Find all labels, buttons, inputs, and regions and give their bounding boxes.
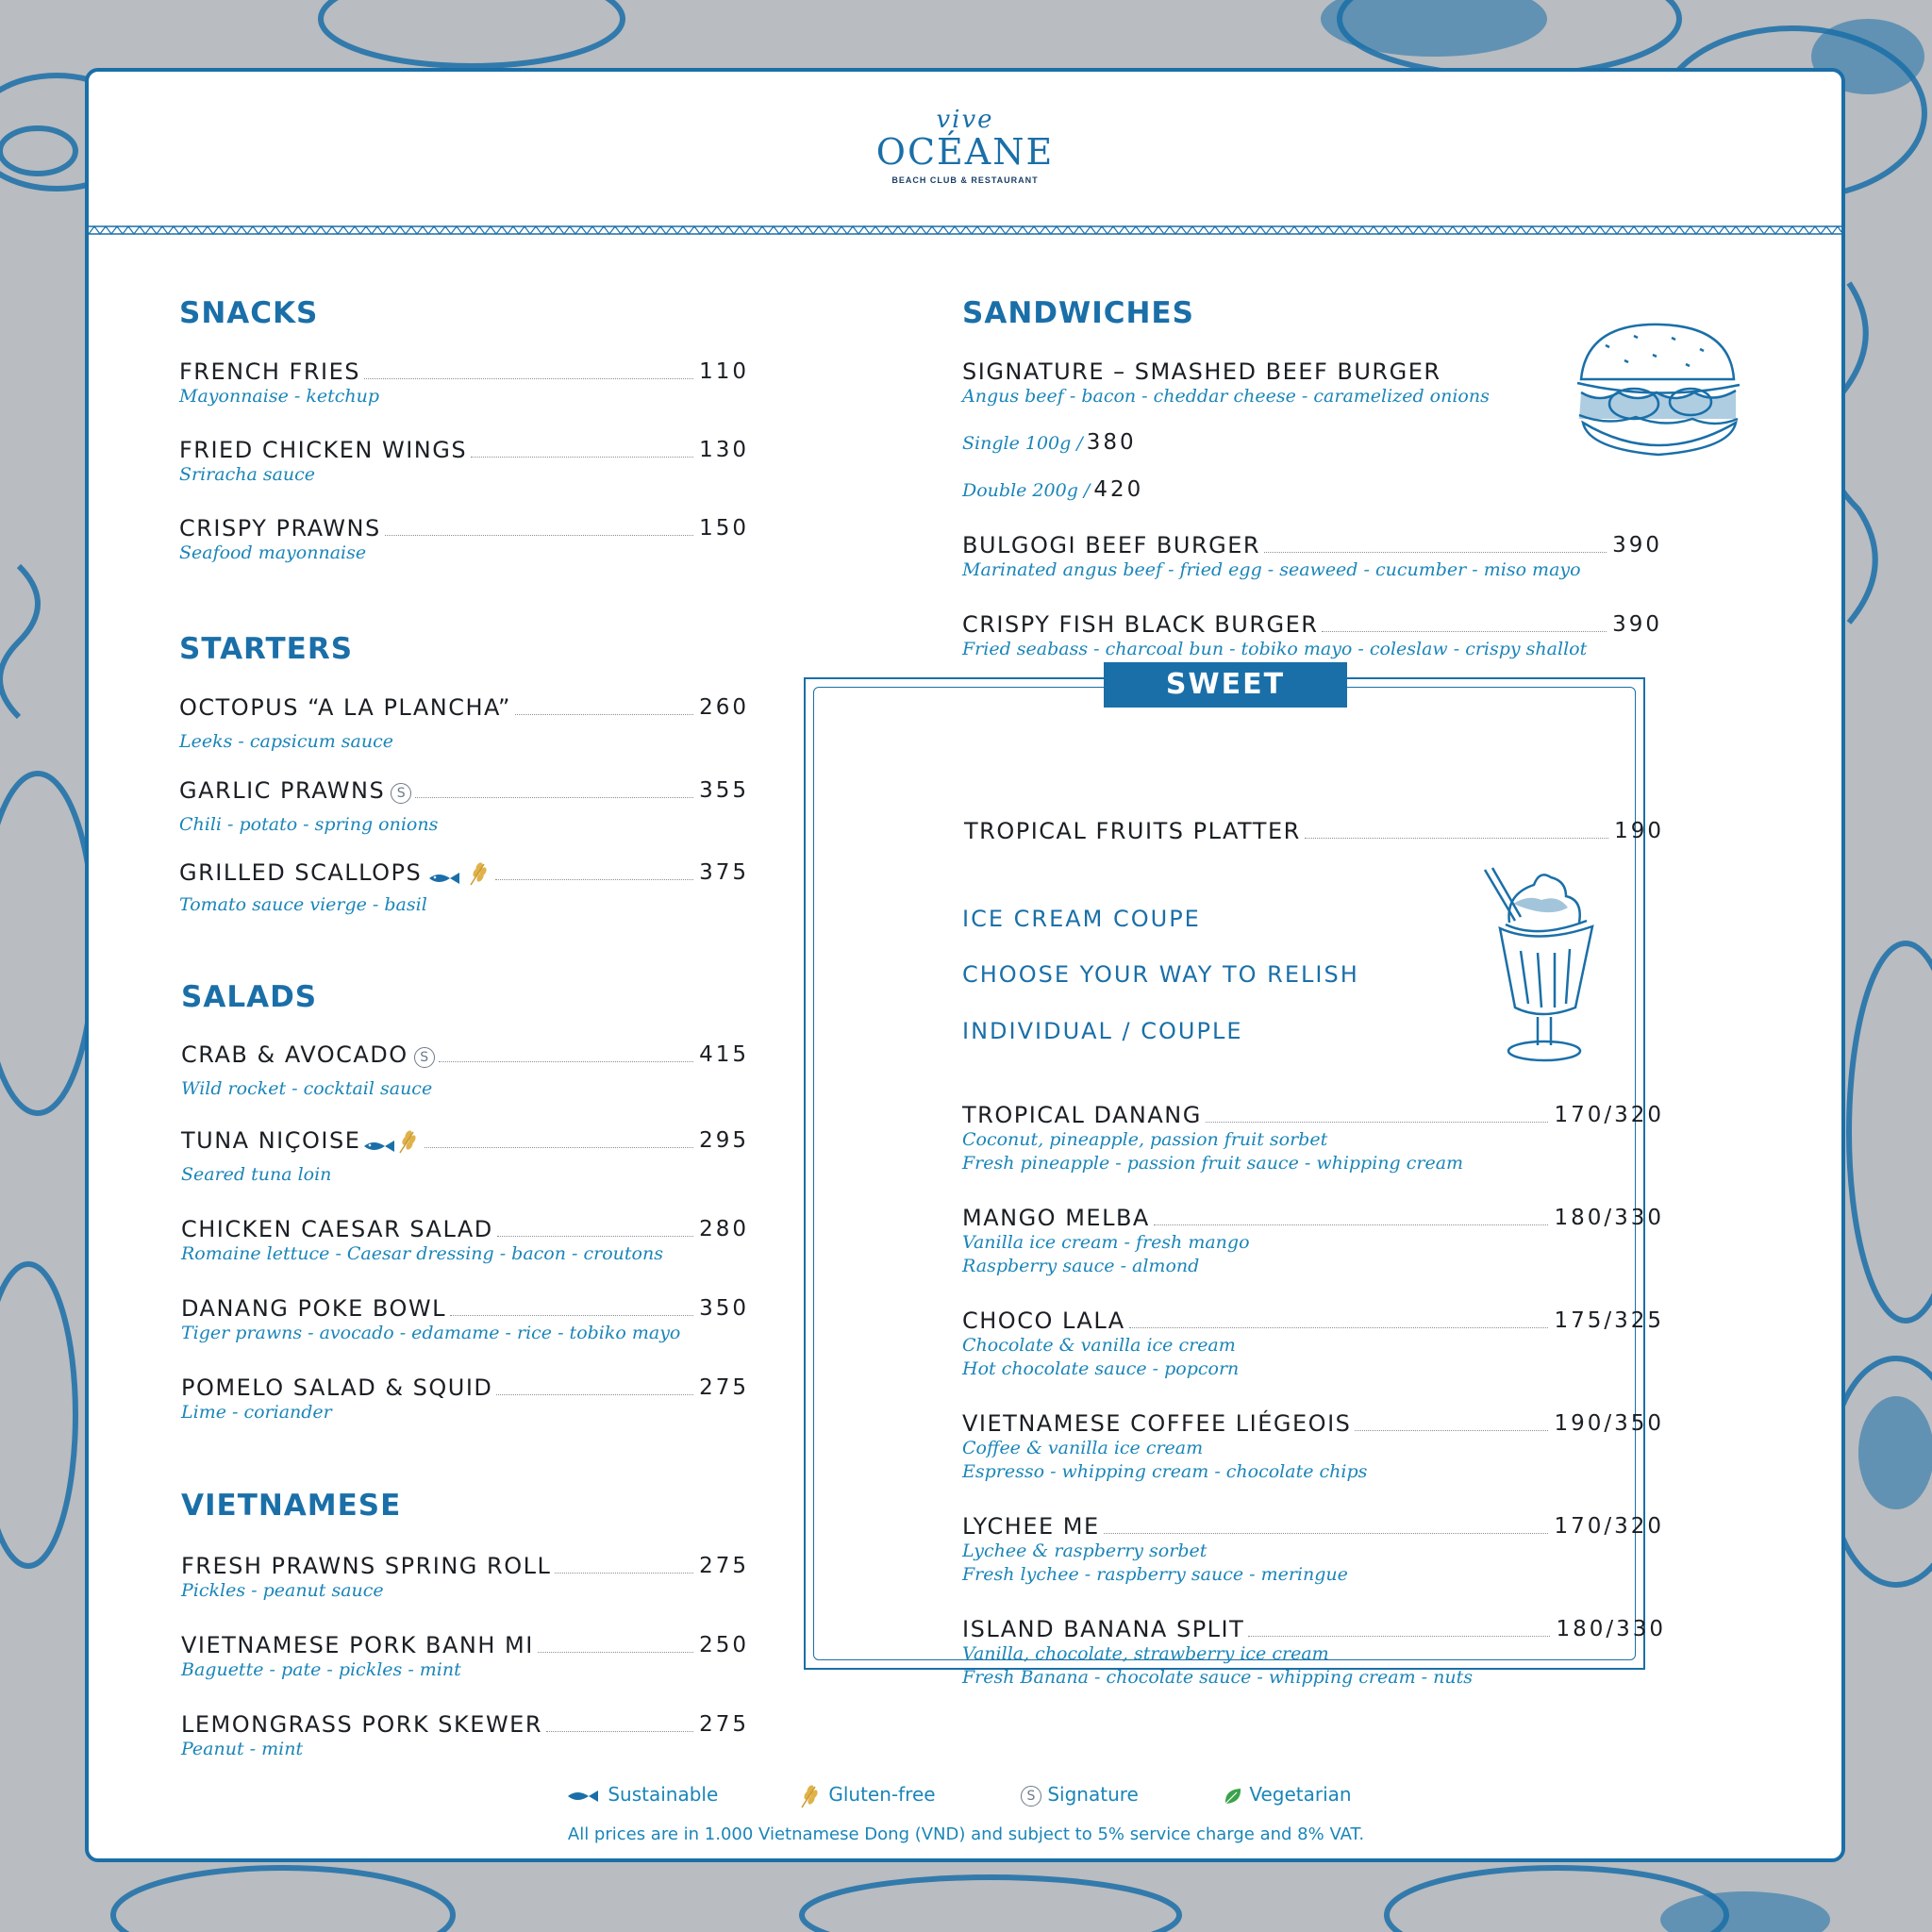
leader-dots xyxy=(555,1572,693,1574)
item-name: FRESH PRAWNS SPRING ROLL xyxy=(181,1553,552,1579)
leaf-icon xyxy=(1223,1786,1243,1807)
burger-illustration xyxy=(1568,317,1747,468)
menu-item-tropical-fruits-platter xyxy=(964,818,1664,844)
brand-name: OCÉANE xyxy=(875,131,1055,173)
menu-item-french-fries xyxy=(179,358,749,408)
leader-dots xyxy=(1129,1326,1549,1328)
signature-badge-icon: S xyxy=(1021,1786,1041,1807)
item-name: MANGO MELBA xyxy=(962,1205,1150,1231)
item-name: CRAB & AVOCADO xyxy=(181,1041,408,1068)
item-price: 110 xyxy=(699,359,749,384)
item-name: ISLAND BANANA SPLIT xyxy=(962,1616,1245,1642)
option-label: Double 200g / xyxy=(962,480,1091,501)
legend-signature xyxy=(1021,1783,1139,1807)
legend-label: Signature xyxy=(1047,1783,1139,1806)
item-name: TROPICAL FRUITS PLATTER xyxy=(964,818,1301,844)
wheat-icon xyxy=(798,1784,823,1808)
menu-item-lemongrass-pork-skewer xyxy=(181,1711,749,1761)
coupe-size-note: INDIVIDUAL / COUPLE xyxy=(962,1018,1243,1044)
header-divider xyxy=(89,225,1841,236)
item-price: 390 xyxy=(1612,612,1662,637)
item-price: 190 xyxy=(1614,819,1664,843)
item-name: POMELO SALAD & SQUID xyxy=(181,1374,493,1401)
fish-icon xyxy=(362,1139,396,1154)
menu-item-signature-burger xyxy=(962,358,1547,408)
signature-badge-icon: S xyxy=(414,1047,435,1068)
leader-dots xyxy=(1264,551,1607,553)
legend-label: Vegetarian xyxy=(1249,1783,1352,1806)
menu-item-crispy-fish-black-burger xyxy=(962,611,1662,661)
item-name: CHOCO LALA xyxy=(962,1307,1125,1334)
item-name: VIETNAMESE PORK BANH MI xyxy=(181,1632,534,1658)
item-name: TROPICAL DANANG xyxy=(962,1102,1202,1128)
menu-item-garlic-prawns xyxy=(179,777,749,837)
item-description: Coffee & vanilla ice cream xyxy=(962,1438,1204,1458)
menu-item-crispy-prawns xyxy=(179,515,749,565)
menu-item-lychee-me xyxy=(962,1513,1664,1587)
leader-dots xyxy=(515,713,693,715)
item-description: Seafood mayonnaise xyxy=(179,542,367,563)
item-description: Coconut, pineapple, passion fruit sorbet xyxy=(962,1129,1328,1150)
item-description: Pickles - peanut sauce xyxy=(181,1580,384,1601)
legend-label: Sustainable xyxy=(608,1783,719,1806)
item-name: VIETNAMESE COFFEE LIÉGEOIS xyxy=(962,1410,1352,1437)
menu-header xyxy=(89,72,1841,228)
item-description: Baguette - pate - pickles - mint xyxy=(181,1659,461,1680)
coupe-subheading: CHOOSE YOUR WAY TO RELISH xyxy=(962,961,1359,988)
item-description: Angus beef - bacon - cheddar cheese - caramelized onions xyxy=(962,386,1490,407)
item-name: GRILLED SCALLOPS xyxy=(179,859,423,886)
option-label: Single 100g / xyxy=(962,433,1083,454)
burger-double-option xyxy=(962,477,1143,502)
leader-dots xyxy=(450,1314,693,1316)
item-description: Fresh lychee - raspberry sauce - meringue xyxy=(962,1564,1348,1585)
item-description: Chili - potato - spring onions xyxy=(179,814,439,835)
item-price: 150 xyxy=(699,516,749,541)
item-price: 180/330 xyxy=(1556,1617,1666,1641)
item-description: Espresso - whipping cream - chocolate chips xyxy=(962,1461,1368,1482)
section-title-starters: STARTERS xyxy=(179,632,354,666)
item-name: CRISPY FISH BLACK BURGER xyxy=(962,611,1319,638)
item-description: Wild rocket - cocktail sauce xyxy=(181,1078,433,1099)
item-price: 175/325 xyxy=(1554,1308,1664,1333)
item-description: Tomato sauce vierge - basil xyxy=(179,894,427,915)
menu-item-bulgogi-beef-burger xyxy=(962,532,1662,582)
menu-item-fresh-prawns-spring-roll xyxy=(181,1553,749,1603)
section-title-snacks: SNACKS xyxy=(179,296,319,330)
section-title-vietnamese: VIETNAMESE xyxy=(181,1489,402,1523)
signature-badge-icon: S xyxy=(391,783,411,804)
leader-dots xyxy=(1305,837,1608,839)
item-name: TUNA NIÇOISE xyxy=(181,1127,361,1154)
wheat-icon xyxy=(467,861,491,886)
item-price: 295 xyxy=(699,1128,749,1153)
leader-dots xyxy=(1104,1532,1549,1534)
section-title-sandwiches: SANDWICHES xyxy=(962,296,1194,330)
leader-dots xyxy=(385,534,693,536)
leader-dots xyxy=(1206,1121,1549,1123)
item-description: Hot chocolate sauce - popcorn xyxy=(962,1358,1240,1379)
leader-dots xyxy=(496,1393,693,1395)
menu-item-fried-chicken-wings xyxy=(179,437,749,487)
item-name: OCTOPUS “A LA PLANCHA” xyxy=(179,694,511,721)
item-name: SIGNATURE – SMASHED BEEF BURGER xyxy=(962,358,1441,385)
burger-single-option xyxy=(962,430,1137,455)
item-name: LYCHEE ME xyxy=(962,1513,1100,1540)
menu-item-danang-poke-bowl xyxy=(181,1295,749,1345)
menu-item-vietnamese-coffee-liegeois xyxy=(962,1410,1664,1484)
item-name: FRENCH FRIES xyxy=(179,358,360,385)
leader-dots xyxy=(439,1060,693,1062)
menu-item-octopus xyxy=(179,694,749,754)
item-price: 280 xyxy=(699,1217,749,1241)
leader-dots xyxy=(364,377,693,379)
item-description: Vanilla ice cream - fresh mango xyxy=(962,1232,1250,1253)
item-description: Sriracha sauce xyxy=(179,464,316,485)
item-price: 180/330 xyxy=(1554,1206,1664,1230)
leader-dots xyxy=(415,796,693,798)
item-name: BULGOGI BEEF BURGER xyxy=(962,532,1261,558)
legend-gluten-free xyxy=(798,1783,936,1808)
fish-icon xyxy=(564,1789,602,1804)
item-description: Tiger prawns - avocado - edamame - rice - tobiko mayo xyxy=(181,1323,681,1343)
menu-item-pomelo-salad-squid xyxy=(181,1374,749,1424)
item-description: Vanilla, chocolate, strawberry ice cream xyxy=(962,1643,1329,1664)
item-name: DANANG POKE BOWL xyxy=(181,1295,446,1322)
menu-item-chicken-caesar-salad xyxy=(181,1216,749,1266)
sundae-illustration xyxy=(1472,866,1604,1072)
leader-dots xyxy=(1248,1635,1550,1637)
leader-dots xyxy=(538,1651,693,1653)
item-description: Raspberry sauce - almond xyxy=(962,1256,1200,1276)
legend-sustainable xyxy=(564,1783,718,1806)
item-description: Peanut - mint xyxy=(181,1739,304,1759)
item-price: 170/320 xyxy=(1554,1514,1664,1539)
item-description: Mayonnaise - ketchup xyxy=(179,386,379,407)
item-price: 260 xyxy=(699,695,749,720)
brand-tagline: BEACH CLUB & RESTAURANT xyxy=(891,175,1039,185)
item-price: 275 xyxy=(699,1375,749,1400)
section-title-salads: SALADS xyxy=(181,980,318,1014)
item-price: 275 xyxy=(699,1554,749,1578)
leader-dots xyxy=(1154,1224,1549,1225)
item-description: Seared tuna loin xyxy=(181,1164,332,1185)
item-price: 170/320 xyxy=(1554,1103,1664,1127)
item-price: 350 xyxy=(699,1296,749,1321)
item-name: CHICKEN CAESAR SALAD xyxy=(181,1216,493,1242)
menu-item-grilled-scallops xyxy=(179,859,749,917)
leader-dots xyxy=(1355,1429,1548,1431)
menu-item-tuna-nicoise xyxy=(181,1127,749,1187)
item-price: 390 xyxy=(1612,533,1662,558)
item-description: Fried seabass - charcoal bun - tobiko mayo - coleslaw - crispy shallot xyxy=(962,639,1588,659)
menu-item-crab-avocado xyxy=(181,1041,749,1101)
menu-item-mango-melba xyxy=(962,1205,1664,1278)
leader-dots xyxy=(546,1730,693,1732)
item-price: 190/350 xyxy=(1554,1411,1664,1436)
section-title-sweet: SWEET xyxy=(1104,662,1347,708)
wheat-icon xyxy=(396,1129,421,1154)
brand-logo xyxy=(876,108,1054,185)
coupe-heading: ICE CREAM COUPE xyxy=(962,906,1201,932)
item-description: Lime - coriander xyxy=(181,1402,332,1423)
item-price: 275 xyxy=(699,1712,749,1737)
item-price: 250 xyxy=(699,1633,749,1657)
item-description: Leeks - capsicum sauce xyxy=(179,731,393,752)
leader-dots xyxy=(497,1235,693,1237)
leader-dots xyxy=(495,878,693,880)
item-description: Fresh pineapple - passion fruit sauce - whipping cream xyxy=(962,1153,1464,1174)
item-description: Romaine lettuce - Caesar dressing - bacon - croutons xyxy=(181,1243,663,1264)
leader-dots xyxy=(1322,630,1607,632)
item-price: 355 xyxy=(699,778,749,803)
item-description: Fresh Banana - chocolate sauce - whipping cream - nuts xyxy=(962,1667,1473,1688)
menu-item-island-banana-split xyxy=(962,1616,1666,1690)
leader-dots xyxy=(471,456,693,458)
fish-icon xyxy=(427,871,461,886)
brand-script: vive xyxy=(936,106,994,134)
option-price: 380 xyxy=(1086,430,1137,455)
item-description: Marinated angus beef - fried egg - seaweed - cucumber - miso mayo xyxy=(962,559,1581,580)
item-name: FRIED CHICKEN WINGS xyxy=(179,437,468,463)
menu-item-vietnamese-pork-banh-mi xyxy=(181,1632,749,1682)
price-footnote: All prices are in 1.000 Vietnamese Dong (VND) and subject to 5% service charge and 8% VAT. xyxy=(567,1824,1365,1844)
item-name: CRISPY PRAWNS xyxy=(179,515,381,541)
option-price: 420 xyxy=(1093,477,1144,502)
menu-item-choco-lala xyxy=(962,1307,1664,1381)
legend-label: Gluten-free xyxy=(828,1783,936,1806)
item-name: LEMONGRASS PORK SKEWER xyxy=(181,1711,543,1738)
item-description: Chocolate & vanilla ice cream xyxy=(962,1335,1236,1356)
legend-vegetarian xyxy=(1223,1783,1352,1807)
menu-item-tropical-danang xyxy=(962,1102,1664,1175)
item-name: GARLIC PRAWNS xyxy=(179,777,386,804)
item-price: 415 xyxy=(699,1042,749,1067)
item-description: Lychee & raspberry sorbet xyxy=(962,1541,1208,1561)
leader-dots xyxy=(425,1146,693,1148)
item-price: 130 xyxy=(699,438,749,462)
item-price: 375 xyxy=(699,860,749,885)
